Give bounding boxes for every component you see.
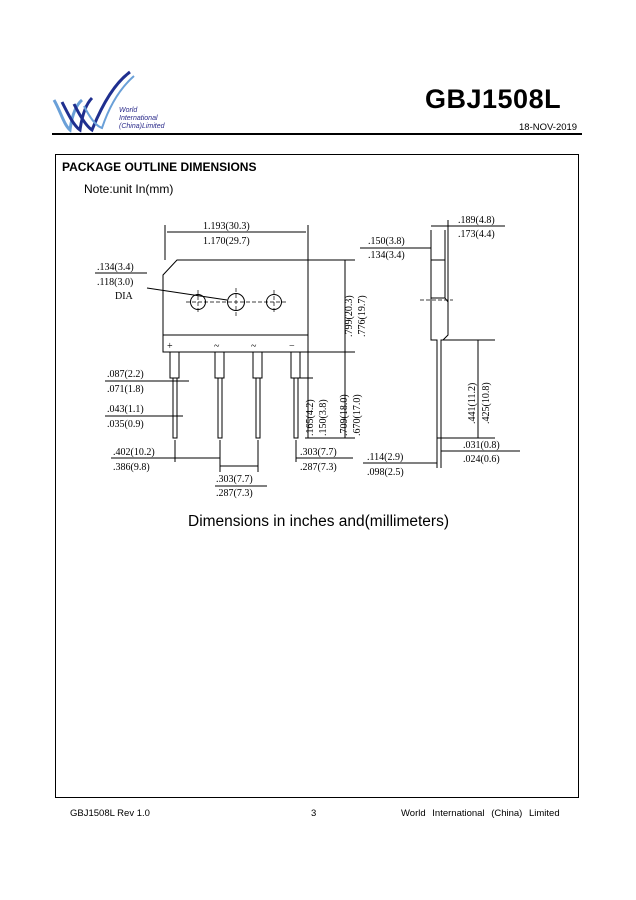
dim-lead-len-max: .709(18.0) — [339, 394, 350, 436]
dim-side-lead-max: .441(11.2) — [467, 382, 478, 424]
logo-text — [119, 107, 165, 131]
package-body-front — [147, 260, 308, 352]
header-rule — [52, 133, 582, 135]
logo-line-3: (China)Limited — [119, 123, 165, 130]
dim-lead-len-min: .670(17.0) — [352, 394, 363, 436]
height-dimensions — [299, 260, 368, 438]
dim-hole-max: .134(3.4) — [97, 262, 134, 273]
package-outline-drawing — [55, 200, 579, 500]
dimensions-caption: Dimensions in inches and(millimeters) — [188, 513, 450, 530]
dim-pitch-center-max: .303(7.7) — [216, 474, 253, 485]
dim-first-pitch-max: .402(10.2) — [113, 447, 155, 458]
dim-lead-width-max: .087(2.2) — [107, 369, 144, 380]
pin-ac2-label: ~ — [251, 341, 257, 352]
dim-side-pin-max: .031(0.8) — [463, 440, 500, 451]
dim-hole-min: .118(3.0) — [97, 277, 134, 288]
dim-side-thick-min: .173(4.4) — [458, 229, 495, 240]
footer-page-number: 3 — [311, 808, 317, 819]
footer-doc-rev: GBJ1508L Rev 1.0 — [70, 808, 150, 819]
dim-body-height-min: .776(19.7) — [357, 295, 368, 337]
dim-body-width-max: 1.193(30.3) — [203, 221, 250, 232]
dim-standoff-min: .150(3.8) — [318, 399, 329, 436]
dim-side-thick-max: .189(4.8) — [458, 215, 495, 226]
dim-lead-width-min: .071(1.8) — [107, 384, 144, 395]
dim-side-offset-max: .114(2.9) — [367, 452, 404, 463]
dim-standoff-max: .165(4.2) — [305, 399, 316, 436]
part-number: GBJ1508L — [425, 84, 562, 114]
section-title: PACKAGE OUTLINE DIMENSIONS — [62, 160, 257, 174]
dim-first-pitch-min: .386(9.8) — [113, 462, 150, 473]
dim-pitch-center-min: .287(7.3) — [216, 488, 253, 499]
dim-body-width-min: 1.170(29.7) — [203, 236, 250, 247]
dim-lead-thick-max: .043(1.1) — [107, 404, 144, 415]
dim-pitch-right-max: .303(7.7) — [300, 447, 337, 458]
body-width-dimension — [165, 221, 308, 260]
pitch-dimensions — [111, 440, 353, 499]
revision-date: 18-NOV-2019 — [519, 122, 578, 133]
package-leads — [170, 352, 300, 438]
dim-body-height-max: .799(20.3) — [344, 295, 355, 337]
dim-pitch-right-min: .287(7.3) — [300, 462, 337, 473]
unit-note: Note:unit In(mm) — [84, 182, 174, 196]
dim-lead-thick-min: .035(0.9) — [107, 419, 144, 430]
dim-side-lead-min: .425(10.8) — [481, 382, 492, 424]
dim-side-offset-min: .098(2.5) — [367, 467, 404, 478]
dim-hole-dia: DIA — [115, 291, 133, 302]
footer-company: World International (China) Limited — [401, 808, 560, 819]
package-side-view — [360, 215, 520, 478]
logo-line-2: International — [119, 115, 158, 122]
hole-dimension — [95, 262, 147, 302]
logo-line-1: World — [119, 107, 138, 114]
pin-minus-label: − — [289, 341, 295, 352]
dim-side-pin-min: .024(0.6) — [463, 454, 500, 465]
dim-side-top-min: .134(3.4) — [368, 250, 405, 261]
pin-plus-label: + — [167, 341, 173, 352]
dim-side-top-max: .150(3.8) — [368, 236, 405, 247]
pin-ac1-label: ~ — [214, 341, 220, 352]
